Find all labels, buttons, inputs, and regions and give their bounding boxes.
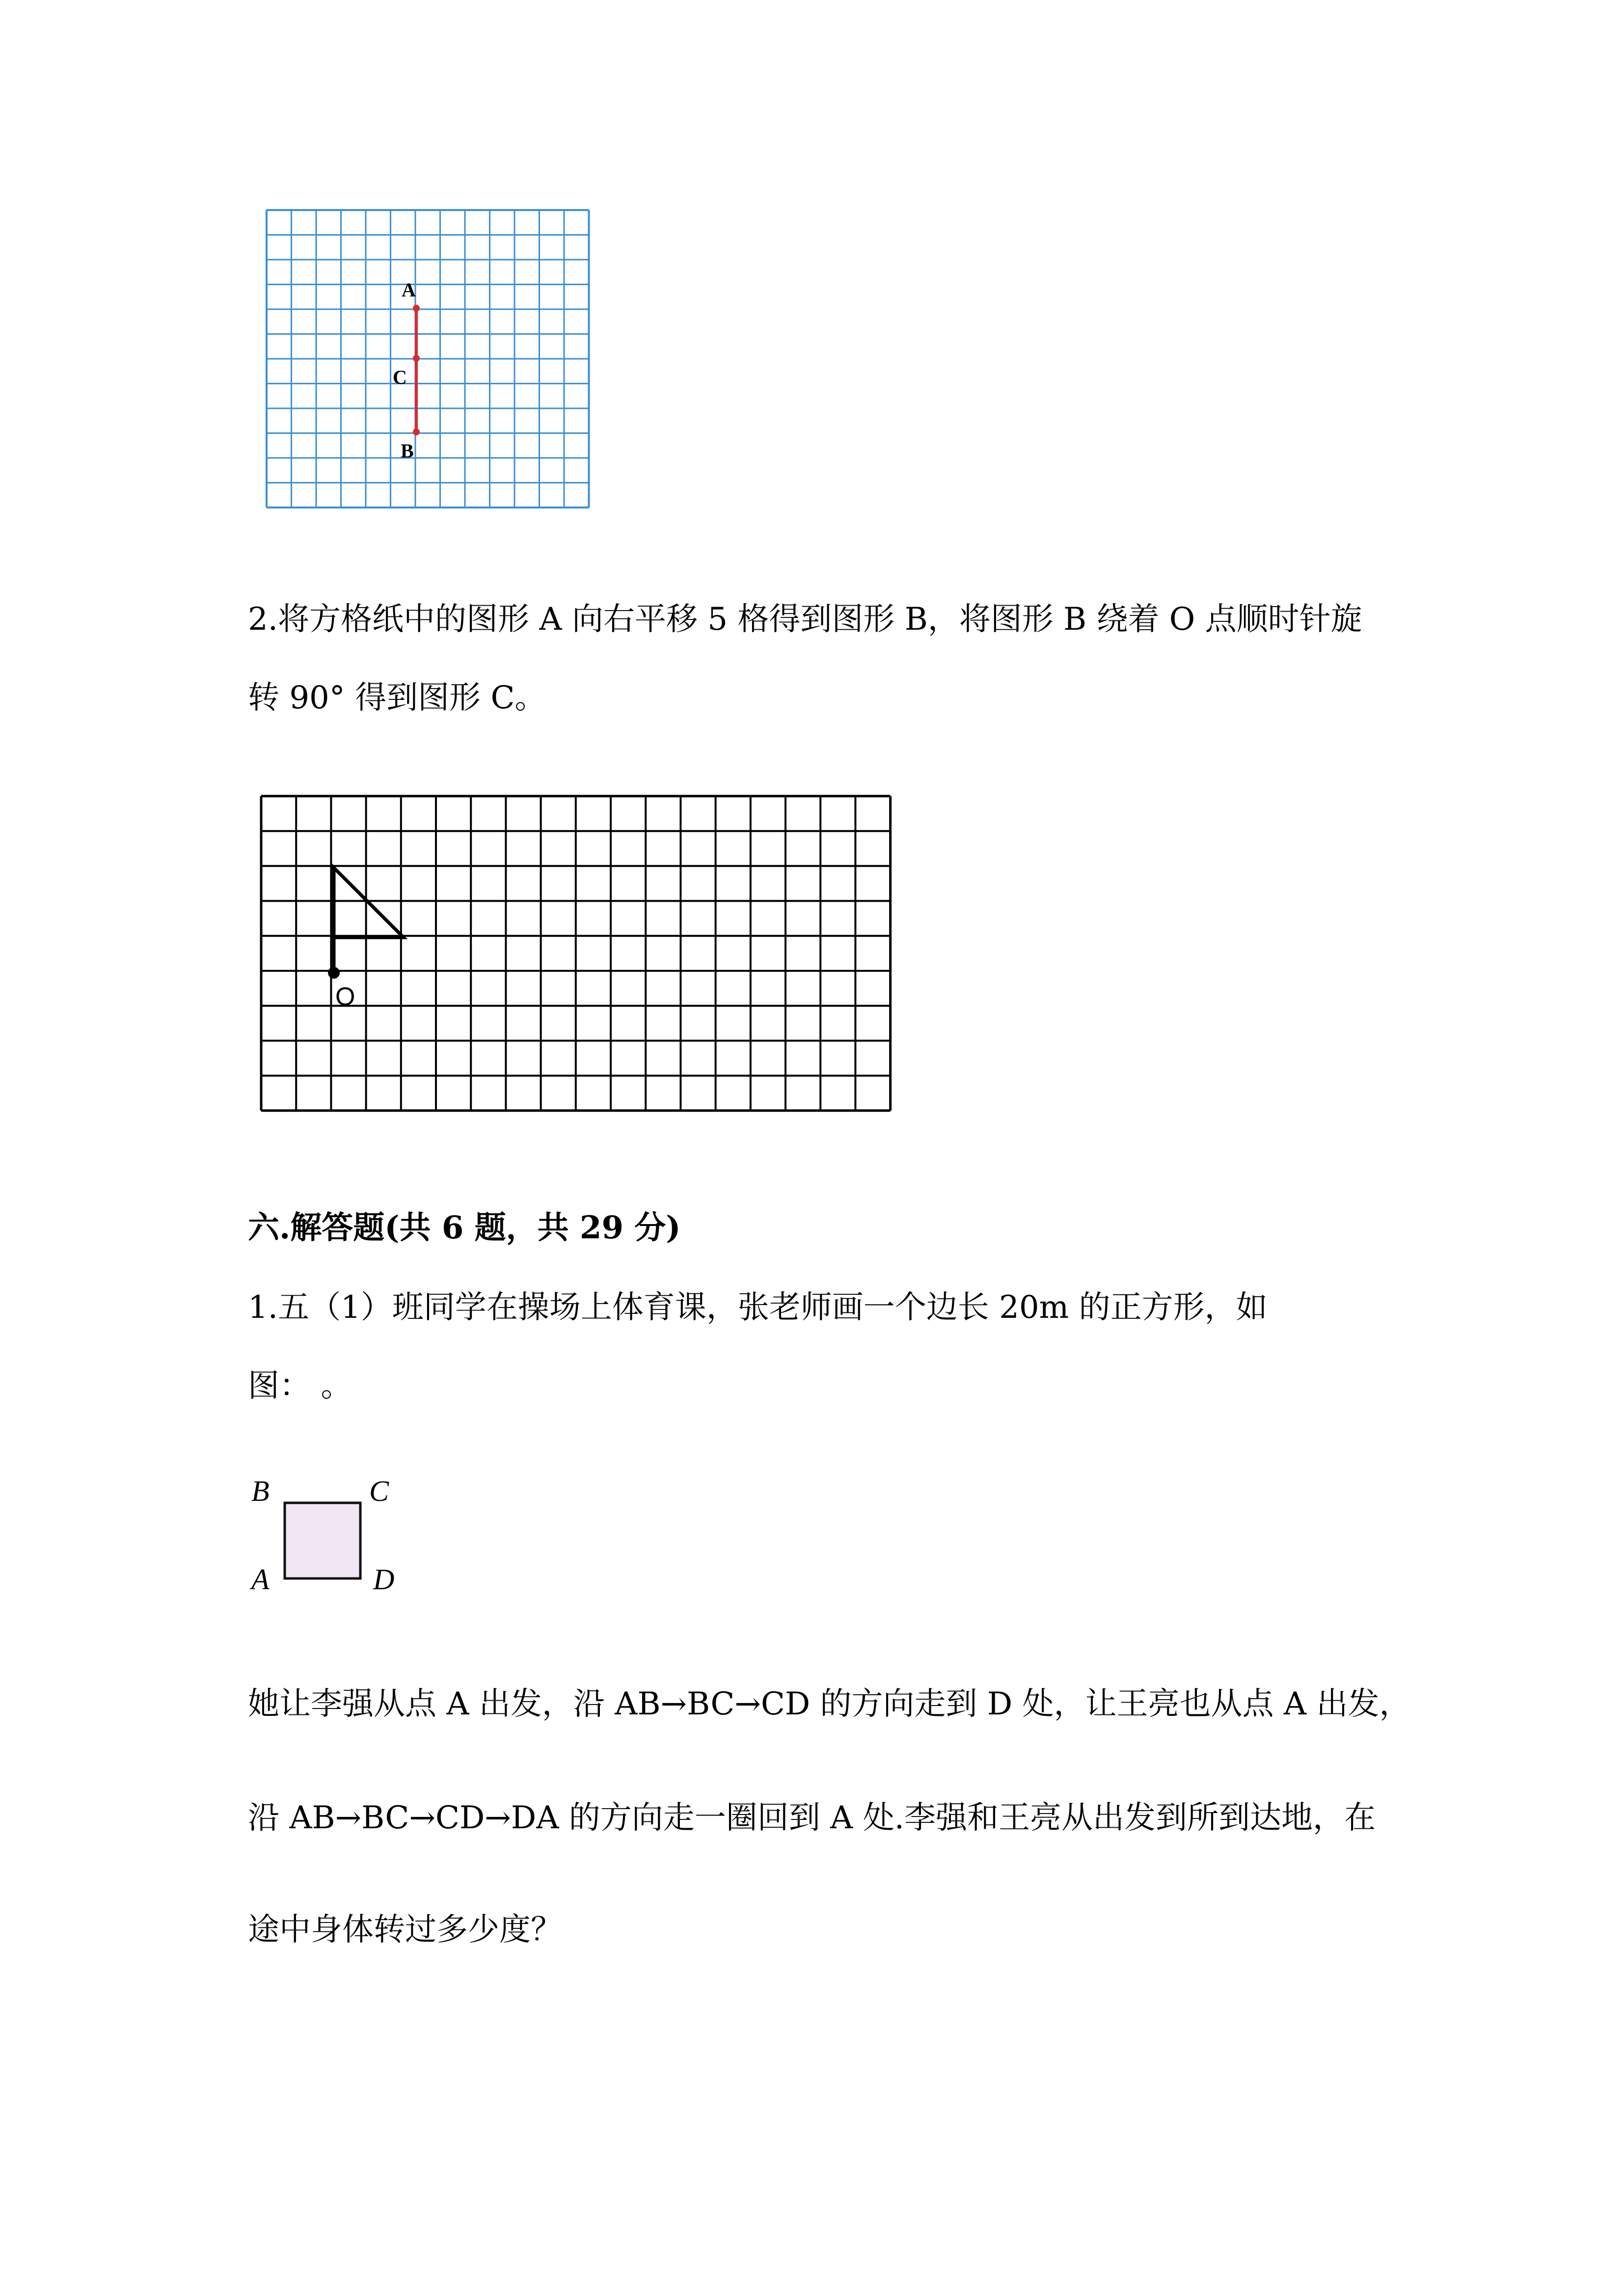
label-square-b: B <box>251 1475 270 1507</box>
question-2-line-1: 2.将方格纸中的图形 A 向右平移 5 格得到图形 B，将图形 B 绕着 O 点顺时针旋 <box>248 601 1362 638</box>
problem-1-line-1: 1.五（1）班同学在操场上体育课，张老师画一个边长 20m 的正方形，如 <box>248 1289 1268 1326</box>
problem-1-line-4: 沿 AB→BC→CD→DA 的方向走一圈回到 A 处.李强和王亮从出发到所到达地，在 <box>248 1800 1376 1836</box>
section-heading: 六.解答题(共 6 题，共 29 分) <box>248 1209 681 1246</box>
question-2-line-2: 转 90° 得到图形 C。 <box>248 680 546 716</box>
square-abcd <box>285 1503 360 1578</box>
label-square-a: A <box>251 1563 270 1596</box>
problem-1-line-2: 图： 。 <box>248 1368 352 1404</box>
label-square-d: D <box>373 1563 395 1596</box>
problem-1-line-3: 她让李强从点 A 出发，沿 AB→BC→CD 的方向走到 D 处，让王亮也从点 A 出发， <box>248 1686 1411 1722</box>
label-c: C <box>393 366 407 388</box>
label-square-c: C <box>369 1475 389 1507</box>
label-o: O <box>335 983 355 1011</box>
label-a: A <box>402 279 416 301</box>
label-b: B <box>401 440 414 462</box>
problem-1-line-5: 途中身体转过多少度？ <box>248 1912 562 1948</box>
